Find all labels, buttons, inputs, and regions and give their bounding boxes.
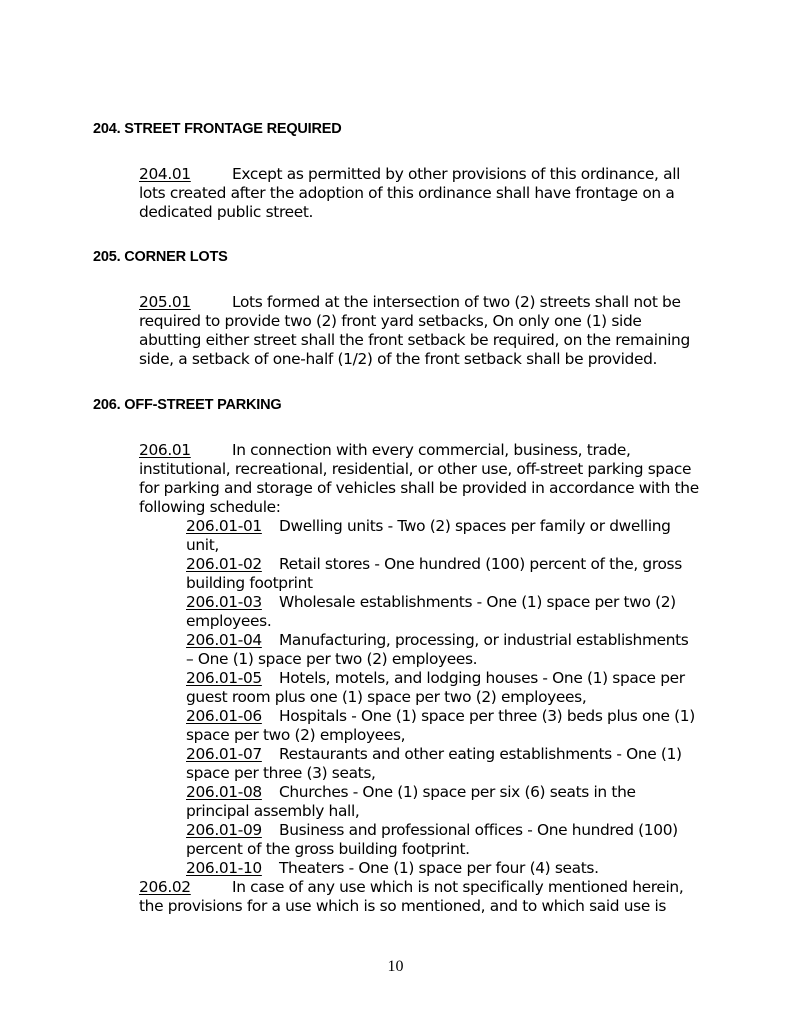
paragraph-number: 206.02 xyxy=(139,878,191,896)
schedule-item-206-01-09 xyxy=(186,821,696,859)
section-heading-206: 206. OFF-STREET PARKING xyxy=(93,397,282,413)
schedule-item-number: 206.01-08 xyxy=(186,783,262,801)
paragraph-number: 205.01 xyxy=(139,293,191,311)
schedule-item-number: 206.01-07 xyxy=(186,745,262,763)
section-heading-205: 205. CORNER LOTS xyxy=(93,249,228,265)
schedule-item-number: 206.01-10 xyxy=(186,859,262,877)
schedule-item-text: Wholesale establishments - One (1) space per two (2) employees. xyxy=(186,593,676,631)
schedule-item-206-01-01 xyxy=(186,517,696,555)
schedule-item-number: 206.01-09 xyxy=(186,821,262,839)
schedule-item-number: 206.01-06 xyxy=(186,707,262,725)
paragraph-205-01 xyxy=(139,293,699,369)
schedule-item-text: Hospitals - One (1) space per three (3) beds plus one (1) space per two (2) employees, xyxy=(186,707,695,745)
schedule-item-number: 206.01-04 xyxy=(186,631,262,649)
schedule-item-text: Business and professional offices - One hundred (100) percent of the gross building footprint. xyxy=(186,821,678,859)
paragraph-204-01 xyxy=(139,165,699,222)
schedule-item-number: 206.01-01 xyxy=(186,517,262,535)
schedule-item-number: 206.01-03 xyxy=(186,593,262,611)
paragraph-text: Lots formed at the intersection of two (2) streets shall not be required to provide two (2) front yard setbacks, On only one (1) side abutting either street shall the front setback be required, on the remaining side, a setback of one-half (1/2) of the front setback shall be provided. xyxy=(139,293,690,369)
paragraph-number: 204.01 xyxy=(139,165,191,183)
paragraph-text: In connection with every commercial, business, trade, institutional, recreational, residential, or other use, off-street parking space for parking and storage of vehicles shall be provided in accordance with the following schedule: xyxy=(139,441,699,517)
paragraph-text: Except as permitted by other provisions of this ordinance, all lots created after the adoption of this ordinance shall have frontage on a dedicated public street. xyxy=(139,165,681,222)
schedule-item-text: Churches - One (1) space per six (6) seats in the principal assembly hall, xyxy=(186,783,636,821)
schedule-item-206-01-10 xyxy=(186,859,696,878)
schedule-item-206-01-08 xyxy=(186,783,696,821)
schedule-item-206-01-06 xyxy=(186,707,696,745)
schedule-item-text: Dwelling units - Two (2) spaces per family or dwelling unit, xyxy=(186,517,671,555)
schedule-item-text: Manufacturing, processing, or industrial establishments – One (1) space per two (2) employees. xyxy=(186,631,689,669)
schedule-item-206-01-05 xyxy=(186,669,696,707)
paragraph-206-01 xyxy=(139,441,699,517)
schedule-item-text: Retail stores - One hundred (100) percent of the, gross building footprint xyxy=(186,555,682,593)
schedule-item-206-01-03 xyxy=(186,593,696,631)
schedule-item-206-01-02 xyxy=(186,555,696,593)
schedule-item-number: 206.01-05 xyxy=(186,669,262,687)
paragraph-206-02 xyxy=(139,878,699,916)
schedule-item-206-01-04 xyxy=(186,631,696,669)
schedule-item-text: Hotels, motels, and lodging houses - One (1) space per guest room plus one (1) space per two (2) employees, xyxy=(186,669,685,707)
page-number: 10 xyxy=(387,958,404,975)
schedule-item-number: 206.01-02 xyxy=(186,555,262,573)
schedule-item-text: Theaters - One (1) space per four (4) seats. xyxy=(279,859,599,877)
schedule-item-206-01-07 xyxy=(186,745,696,783)
schedule-item-text: Restaurants and other eating establishments - One (1) space per three (3) seats, xyxy=(186,745,682,783)
section-heading-204: 204. STREET FRONTAGE REQUIRED xyxy=(93,121,342,137)
paragraph-text: In case of any use which is not specifically mentioned herein, the provisions for a use which is so mentioned, and to which said use is xyxy=(139,878,684,916)
paragraph-number: 206.01 xyxy=(139,441,191,459)
